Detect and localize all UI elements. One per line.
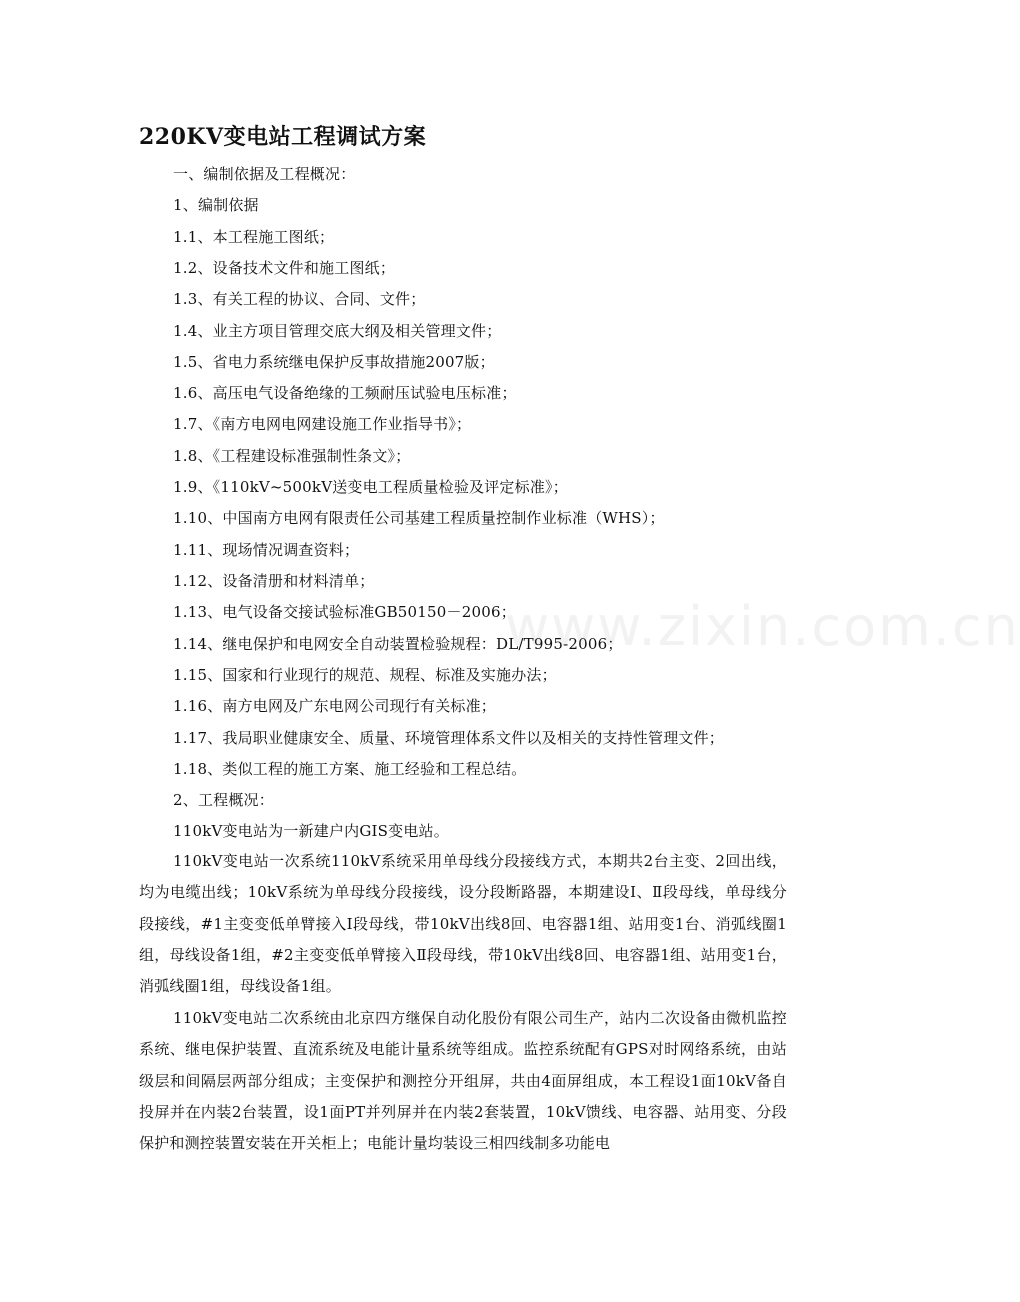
list-item: 1.12、设备清册和材料清单； bbox=[173, 572, 375, 590]
list-item: 1.18、类似工程的施工方案、施工经验和工程总结。 bbox=[173, 760, 527, 778]
list-item: 1.4、业主方项目管理交底大纲及相关管理文件； bbox=[173, 322, 502, 340]
list-item: 1.7、《南方电网电网建设施工作业指导书》； bbox=[173, 415, 472, 433]
subsection-heading: 2、工程概况： bbox=[173, 791, 274, 809]
paragraph-primary-system: 110kV变电站一次系统110kV系统采用单母线分段接线方式，本期共2台主变、2回出线，均为电缆出线；10kV系统为单母线分段接线，设分段断路器，本期建设Ⅰ、Ⅱ段母线，单母线分段接线，#1主变变低单臂接入Ⅰ段母线，带10kV出线8回、电容器1组、站用变1台、消弧线圈1组，母线设备1组，#2主变变低单臂接入Ⅱ段母线，带10kV出线8回、电容器1组、站用变1台，消弧线圈1组，母线设备1组。 bbox=[139, 852, 787, 996]
document-title: 220KV变电站工程调试方案 bbox=[139, 124, 427, 150]
list-item: 1.2、设备技术文件和施工图纸； bbox=[173, 259, 396, 277]
list-item: 1.17、我局职业健康安全、质量、环境管理体系文件以及相关的支持性管理文件； bbox=[173, 729, 725, 747]
list-item: 1.14、继电保护和电网安全自动装置检验规程：DL/T995-2006； bbox=[173, 635, 623, 653]
list-item: 1.5、省电力系统继电保护反事故措施2007版； bbox=[173, 353, 495, 371]
paragraph-secondary-system: 110kV变电站二次系统由北京四方继保自动化股份有限公司生产，站内二次设备由微机监控系统、继电保护装置、直流系统及电能计量系统等组成。监控系统配有GPS对时网络系统，由站级层和间隔层两部分组成；主变保护和测控分开组屏，共由4面屏组成，本工程设1面10kV备自投屏并在内装2台装置，设1面PT并列屏并在内装2套装置，10kV馈线、电容器、站用变、分段保护和测控装置安装在开关柜上；电能计量均装设三相四线制多功能电 bbox=[139, 1009, 787, 1153]
list-item: 1.9、《110kV~500kV送变电工程质量检验及评定标准》； bbox=[173, 478, 568, 496]
list-item: 1.3、有关工程的协议、合同、文件； bbox=[173, 290, 426, 308]
list-item: 1.1、本工程施工图纸； bbox=[173, 228, 335, 246]
list-item: 1.15、国家和行业现行的规范、规程、标准及实施办法； bbox=[173, 666, 557, 684]
list-item: 1.6、高压电气设备绝缘的工频耐压试验电压标准； bbox=[173, 384, 517, 402]
overview-intro: 110kV变电站为一新建户内GIS变电站。 bbox=[173, 822, 449, 840]
list-item: 1.10、中国南方电网有限责任公司基建工程质量控制作业标准（WHS）； bbox=[173, 509, 665, 527]
list-item: 1.8、《工程建设标准强制性条文》； bbox=[173, 447, 411, 465]
list-item: 1.16、南方电网及广东电网公司现行有关标准； bbox=[173, 697, 497, 715]
watermark: www.zixin.com.cn bbox=[505, 595, 1020, 658]
list-item: 1.11、现场情况调查资料； bbox=[173, 541, 360, 559]
section-heading: 一、编制依据及工程概况： bbox=[173, 165, 356, 183]
list-item: 1.13、电气设备交接试验标准GB50150－2006； bbox=[173, 603, 516, 621]
subsection-heading: 1、编制依据 bbox=[173, 196, 259, 214]
